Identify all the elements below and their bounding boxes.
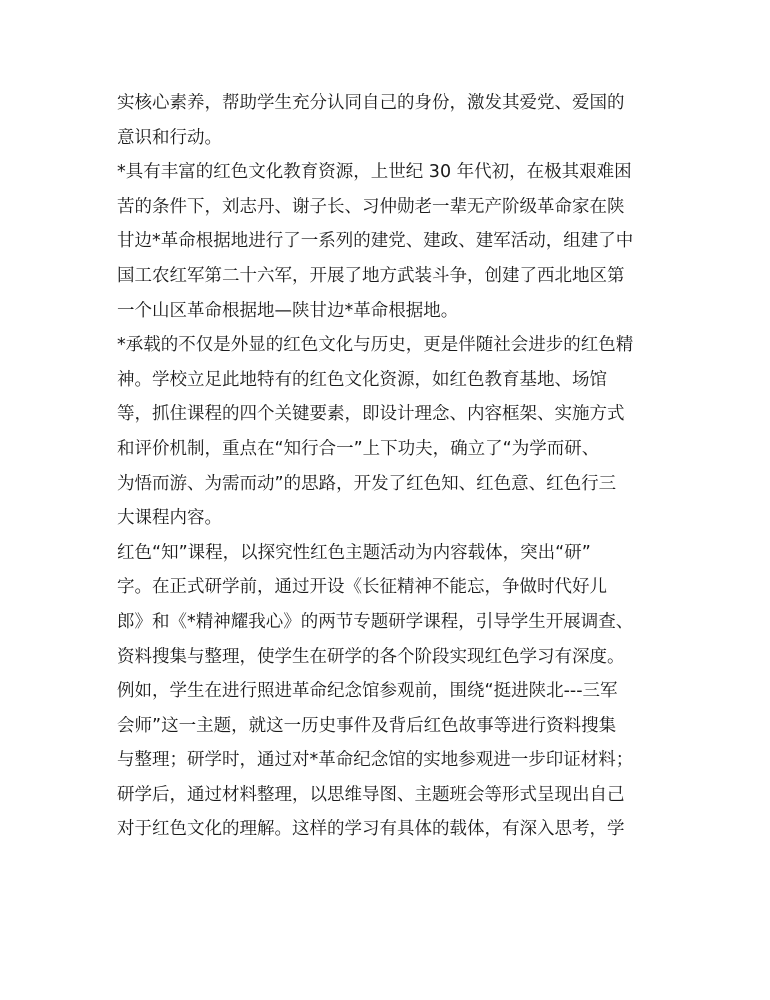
- text-line: 苦的条件下，刘志丹、谢子长、习仲勋老一辈无产阶级革命家在陕: [117, 196, 625, 217]
- text-line: 红色“知”课程，以探究性红色主题活动为内容载体，突出“研”: [117, 542, 591, 563]
- text-line: 和评价机制，重点在“知行合一”上下功夫，确立了“为学而研、: [117, 438, 600, 459]
- text-line: 甘边*革命根据地进行了一系列的建党、建政、建军活动，组建了中: [117, 231, 634, 252]
- text-line: 神。学校立足此地特有的红色文化资源，如红色教育基地、场馆: [117, 369, 607, 390]
- text-line: 与整理；研学时，通过对*革命纪念馆的实地参观进一步印证材料；: [117, 750, 634, 771]
- text-line: 大课程内容。: [117, 508, 222, 529]
- text-line: 国工农红军第二十六军，开展了地方武装斗争，创建了西北地区第: [117, 265, 625, 286]
- text-line: 会师”这一主题，就这一历史事件及背后红色故事等进行资料搜集: [117, 715, 617, 736]
- text-line: 意识和行动。: [117, 127, 222, 148]
- text-line: 等，抓住课程的四个关键要素，即设计理念、内容框架、实施方式: [117, 404, 625, 425]
- document-body: [117, 86, 662, 847]
- text-line: 字。在正式研学前，通过开设《长征精神不能忘，争做时代好儿: [117, 577, 607, 598]
- text-line: 对于红色文化的理解。这样的学习有具体的载体，有深入思考，学: [117, 819, 625, 840]
- text-line: 一个山区革命根据地—陕甘边*革命根据地。: [117, 300, 459, 321]
- text-line: 为悟而游、为需而动”的思路，开发了红色知、红色意、红色行三: [117, 473, 617, 494]
- text-line: 研学后，通过材料整理，以思维导图、主题班会等形式呈现出自己: [117, 784, 625, 805]
- text-line: 资料搜集与整理，使学生在研学的各个阶段实现红色学习有深度。: [117, 646, 625, 667]
- text-line: *承载的不仅是外显的红色文化与历史，更是伴随社会进步的红色精: [117, 335, 634, 356]
- text-line: 郎》和《*精神耀我心》的两节专题研学课程，引导学生开展调查、: [117, 611, 634, 632]
- text-line: 实核心素养，帮助学生充分认同自己的身份，激发其爱党、爱国的: [117, 93, 625, 113]
- text-line: *具有丰富的红色文化教育资源，上世纪 30 年代初，在极其艰难困: [117, 162, 632, 183]
- text-line: 例如，学生在进行照进革命纪念馆参观前，围绕“挺进陕北---三军: [117, 681, 618, 702]
